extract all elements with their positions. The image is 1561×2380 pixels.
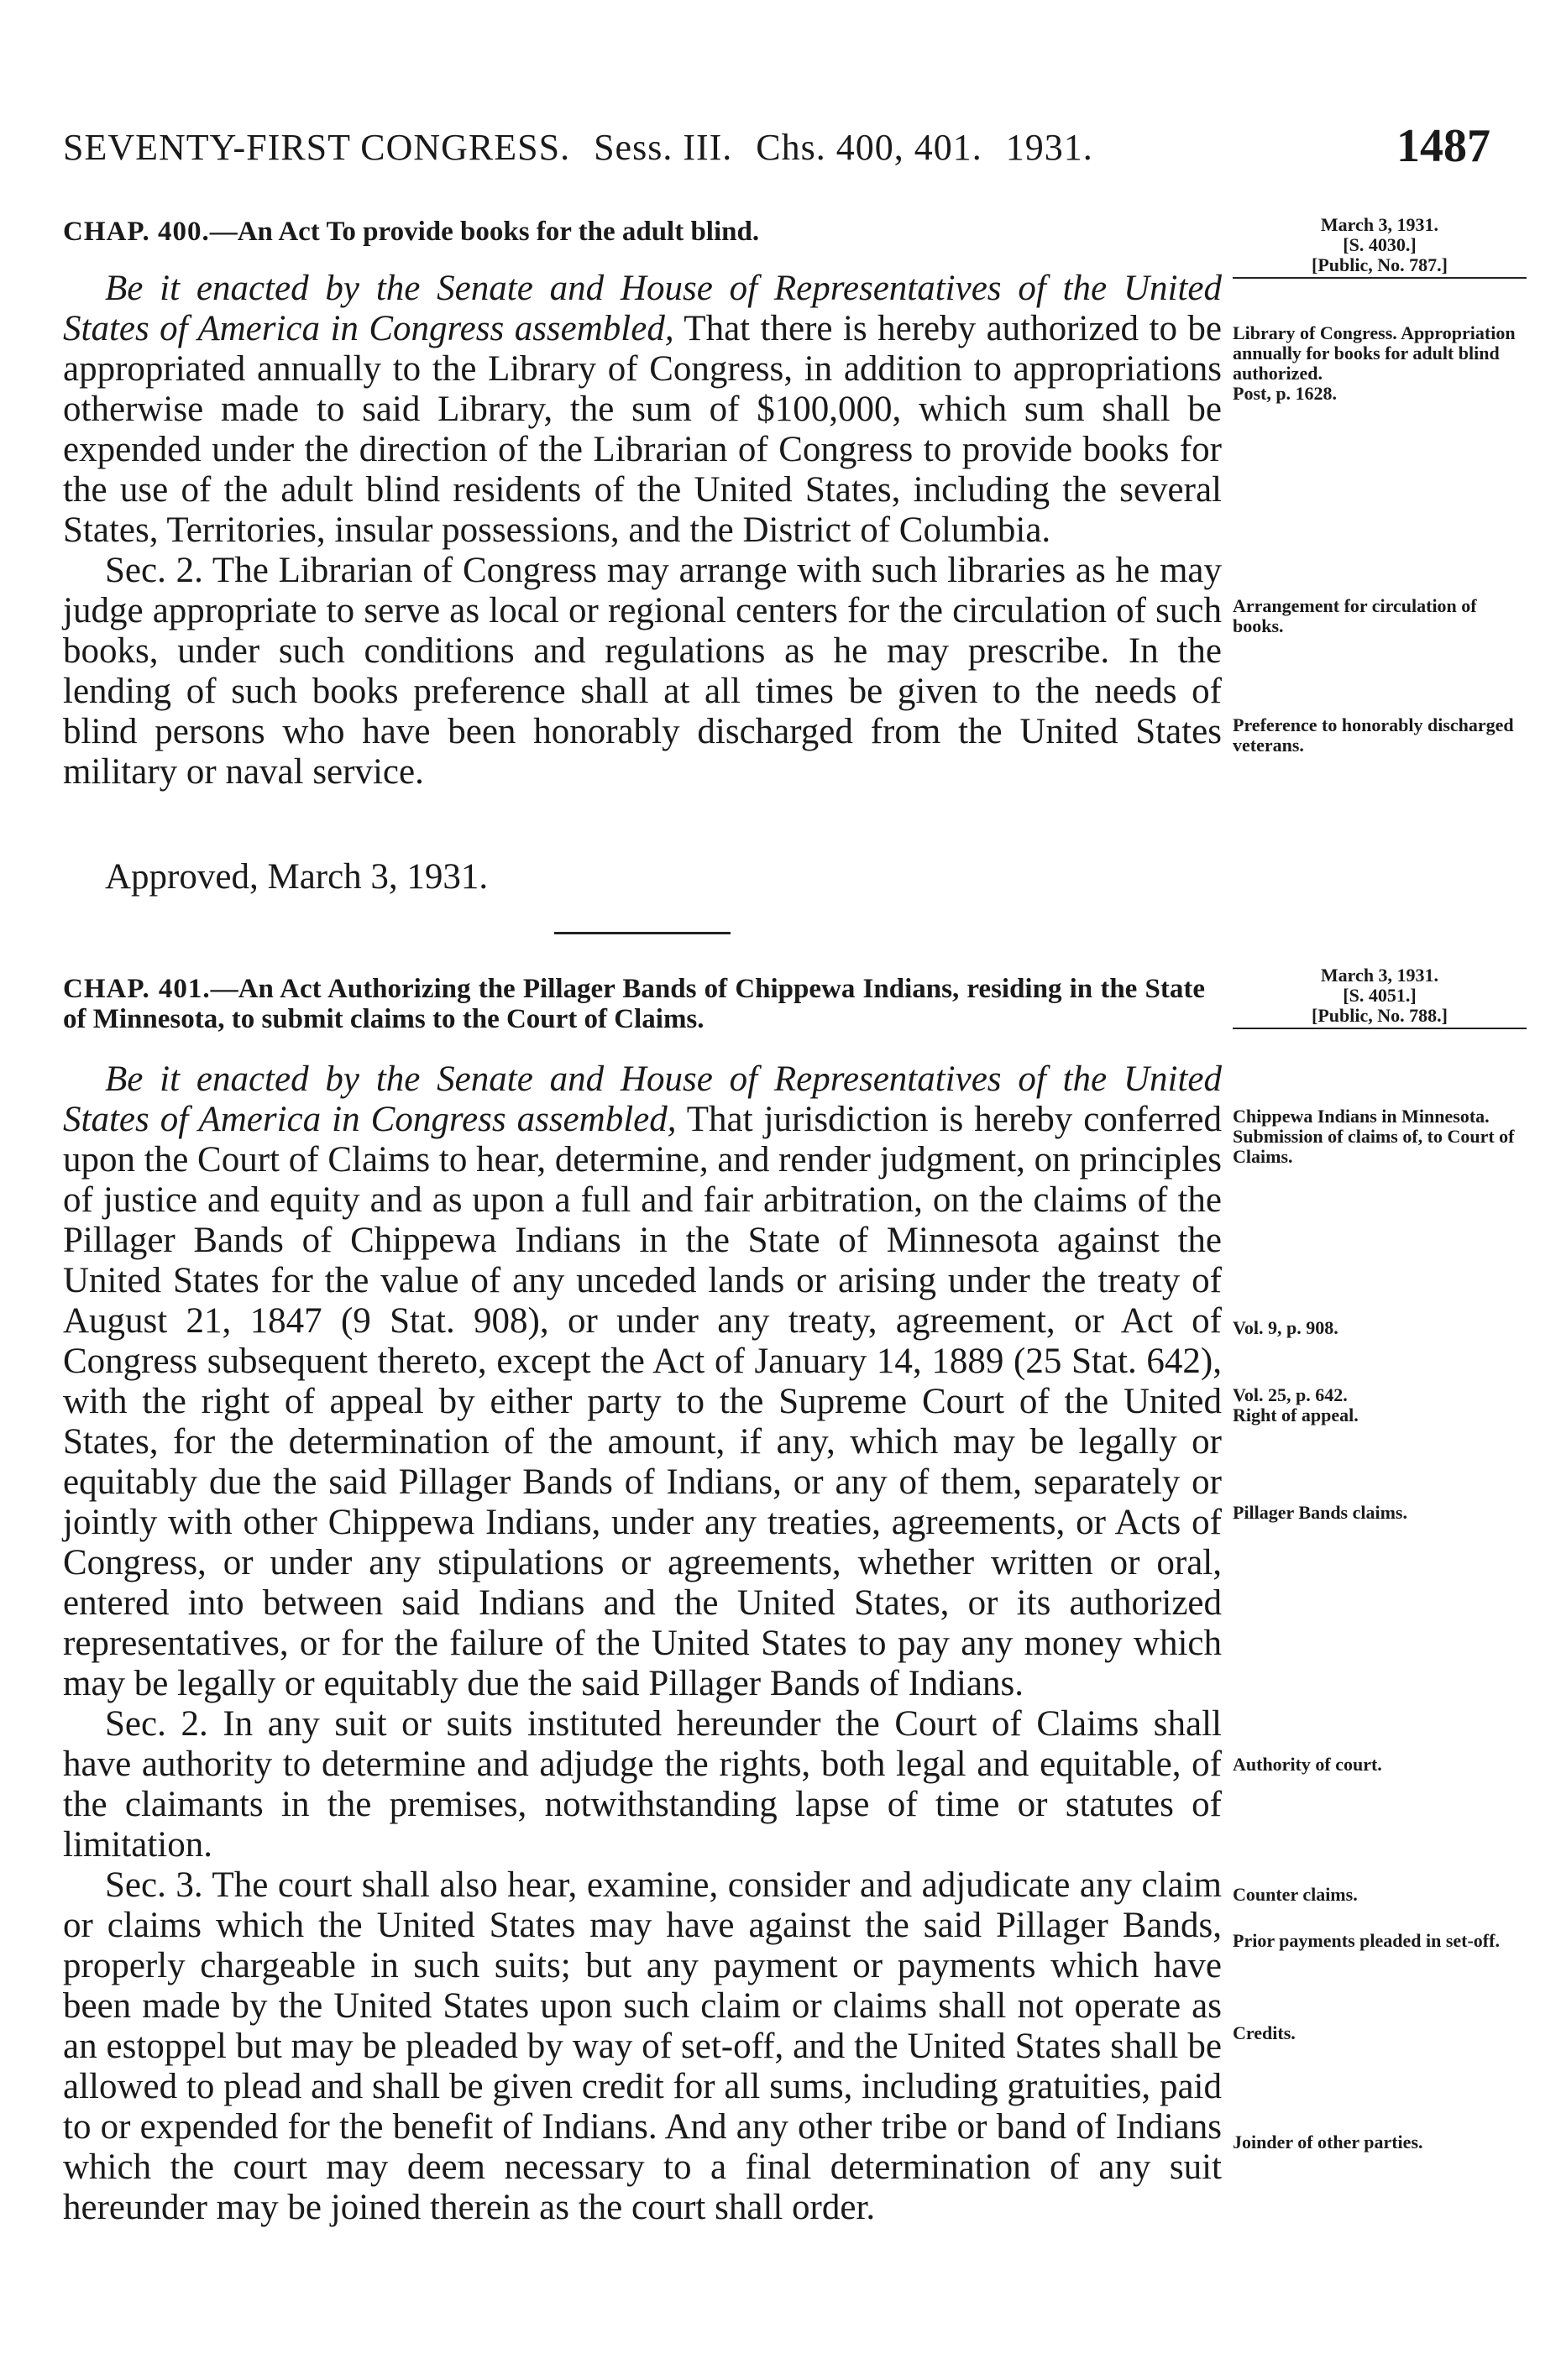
chap401-sec2-text: In any suit or suits instituted hereunder the Court of Claims shall have authority to determine and adjudge the rights, both legal and equitable, of the claimants in the premises, notwithstanding lapse of time or statutes of limitation. bbox=[63, 1704, 1223, 1865]
chap401-sec3-text: The court shall also hear, examine, consider and adjudicate any claim or claims which the United States may have against the said Pillager Bands, properly chargeable in such suits; but any payment or payments which have been made by the United States upon such claim or claims shall not operate as an estoppel but may be pleaded by way of set-off, and the United States shall be allowed to plead and shall be given credit for all sums, including gratuities, paid to or expended for the benefit of Indians. And any other tribe or band of Indians which the court may deem necessary to a final determination of any suit hereunder may be joined therein as the court shall order. bbox=[63, 1865, 1223, 2227]
chap401-sec2-label: Sec. 2. bbox=[105, 1704, 208, 1744]
chap401-label: CHAP. 401. bbox=[63, 974, 211, 1004]
chap401-section-1 bbox=[63, 1059, 1222, 1704]
section-divider bbox=[554, 932, 731, 934]
header-congress: SEVENTY-FIRST CONGRESS. bbox=[63, 127, 571, 168]
chap401-section-2 bbox=[63, 1704, 1222, 1865]
chap401-title: —An Act Authorizing the Pillager Bands of Chippewa Indians, residing in the State of Minnesota, to submit claims to the Court of Claims. bbox=[63, 974, 1205, 1034]
margin-note-vol9: Vol. 9, p. 908. bbox=[1233, 1317, 1338, 1338]
chap401-section-3 bbox=[63, 1865, 1222, 2228]
chap401-enacting-clause: Be it enacted by the Senate and House of Representatives of the United States of America in Congress assembled, bbox=[63, 1059, 1222, 1139]
margin-note-prior: Prior payments pleaded in set-off. bbox=[1233, 1930, 1500, 1951]
chap400-section-2 bbox=[63, 551, 1222, 792]
margin-note-credits: Credits. bbox=[1233, 2022, 1296, 2043]
note-vol25: Vol. 25, p. 642. bbox=[1233, 1384, 1348, 1405]
chap401-date: March 3, 1931. bbox=[1320, 965, 1439, 986]
page-number: 1487 bbox=[1396, 120, 1490, 172]
chap401-heading bbox=[63, 974, 1205, 1034]
note-chippewa: Chippewa Indians in Minnesota. bbox=[1233, 1106, 1490, 1127]
margin-note-pillager: Pillager Bands claims. bbox=[1233, 1502, 1407, 1523]
margin-note-preference: Preference to honorably discharged veterans. bbox=[1233, 714, 1514, 756]
chap400-margin-citation bbox=[1233, 215, 1527, 279]
chap401-sec3-label: Sec. 3. bbox=[105, 1865, 203, 1905]
chap400-heading bbox=[63, 217, 1155, 247]
margin-note-counter: Counter claims. bbox=[1233, 1884, 1358, 1905]
chap400-approved: Approved, March 3, 1931. bbox=[105, 857, 489, 897]
margin-note-vol25 bbox=[1233, 1385, 1527, 1425]
chap401-body bbox=[63, 1059, 1222, 2228]
margin-note-library bbox=[1233, 323, 1527, 404]
margin-note-chippewa bbox=[1233, 1106, 1527, 1167]
chap400-title: —An Act To provide books for the adult blind. bbox=[209, 217, 760, 247]
chap400-sec2-text: The Librarian of Congress may arrange with such libraries as he may judge appropriate to serve as local or regional centers for the circulation of such books, under such conditions and regulations as he may prescribe. In the lending of such books preference shall at all times be given to the needs of blind persons who have been honorably discharged from the United States military or naval service. bbox=[63, 551, 1222, 792]
header-session: Sess. III. bbox=[594, 127, 733, 168]
chap401-public-law: [Public, No. 788.] bbox=[1233, 1006, 1527, 1029]
chap400-public-law: [Public, No. 787.] bbox=[1233, 255, 1527, 279]
chap400-body bbox=[63, 269, 1222, 792]
chap401-bill: [S. 4051.] bbox=[1343, 985, 1417, 1006]
margin-note-authority: Authority of court. bbox=[1233, 1754, 1382, 1775]
chap400-label: CHAP. 400. bbox=[63, 217, 210, 247]
note-library-title: Library of Congress. bbox=[1233, 322, 1397, 343]
running-header bbox=[63, 120, 1490, 193]
chap400-sec2-label: Sec. 2. bbox=[105, 551, 203, 590]
note-submission: Submission of claims of, to Court of Claims. bbox=[1233, 1126, 1515, 1167]
note-library-body: Appropriation annually for books for adult blind authorized. bbox=[1233, 322, 1516, 384]
chap400-enacting-clause: Be it enacted by the Senate and House of Representatives of the United States of America in Congress assembled, bbox=[63, 269, 1222, 348]
header-year: 1931. bbox=[1005, 127, 1093, 168]
margin-note-joinder: Joinder of other parties. bbox=[1233, 2132, 1423, 2152]
chap400-sec1-text: That there is hereby authorized to be appropriated annually to the Library of Congress, in addition to appropriations otherwise made to said Library, the sum of $100,000, which sum shall be expended under the direction of the Librarian of Congress to provide books for the use of the adult blind residents of the United States, including the several States, Territories, insular possessions, and the District of Columbia. bbox=[63, 309, 1222, 550]
note-library-ref: Post, p. 1628. bbox=[1233, 383, 1338, 404]
chap400-section-1 bbox=[63, 269, 1222, 551]
header-chapters: Chs. 400, 401. bbox=[756, 127, 982, 168]
chap400-date: March 3, 1931. bbox=[1320, 214, 1439, 235]
note-appeal: Right of appeal. bbox=[1233, 1404, 1359, 1425]
chap401-margin-citation bbox=[1233, 965, 1527, 1029]
margin-note-arrangement: Arrangement for circulation of books. bbox=[1233, 595, 1477, 636]
chap401-sec1-text: That jurisdiction is hereby conferred upon the Court of Claims to hear, determine, and render judgment, on principles of justice and equity and as upon a full and fair arbitration, on the claims of the Pillager Bands of Chippewa Indians in the State of Minnesota against the United States for the value of any unceded lands or arising under the treaty of August 21, 1847 (9 Stat. 908), or under any treaty, agreement, or Act of Congress subsequent thereto, except the Act of January 14, 1889 (25 Stat. 642), with the right of appeal by either party to the Supreme Court of the United States, for the determination of the amount, if any, which may be legally or equitably due the said Pillager Bands of Indians, or any of them, separately or jointly with other Chippewa Indians, under any treaties, agreements, or Acts of Congress, or under any stipulations or agreements, whether written or oral, entered into between said Indians and the United States, or its authorized representatives, or for the failure of the United States to pay any money which may be legally or equitably due the said Pillager Bands of Indians. bbox=[63, 1100, 1222, 1703]
chap400-bill: [S. 4030.] bbox=[1343, 234, 1417, 255]
